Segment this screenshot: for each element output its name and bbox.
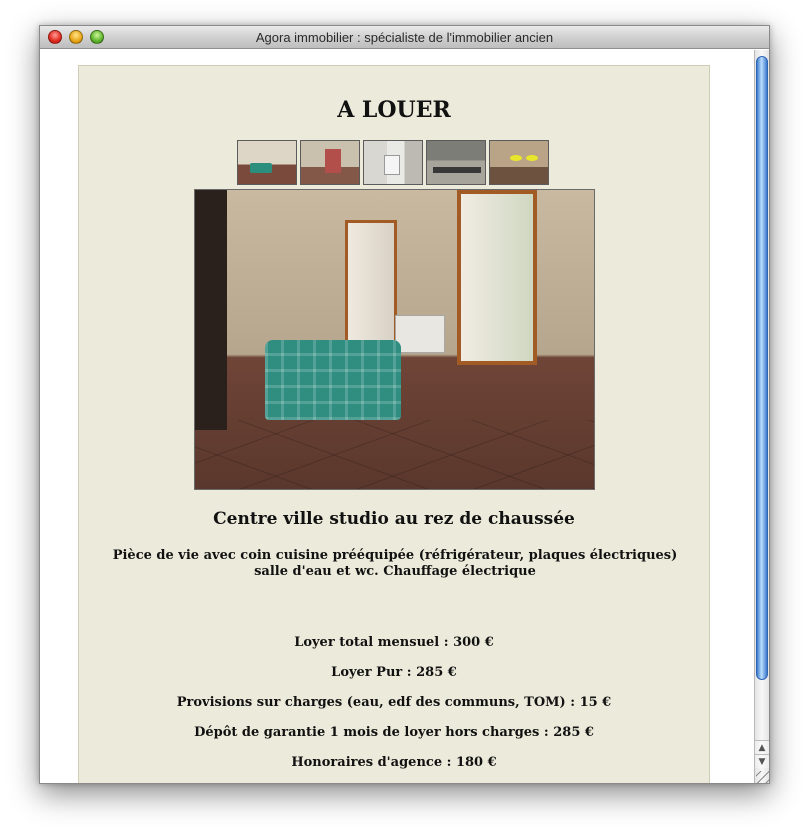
thumbnail-bar-stools[interactable]: [489, 140, 549, 185]
browser-window: [39, 25, 770, 784]
photo-window-right: [457, 190, 537, 365]
window-title: Agora immobilier : spécialiste de l'immobilier ancien: [255, 30, 554, 45]
listing-subtitle: Centre ville studio au rez de chaussée: [213, 509, 575, 529]
photo-thumbnails: [237, 140, 551, 186]
photo-floor: [195, 420, 594, 490]
listing-description: Pièce de vie avec coin cuisine prééquipée (réfrigérateur, plaques électriques) salle d'eau et wc. Chauffage électrique: [112, 548, 678, 579]
thumbnail-fireplace[interactable]: [300, 140, 360, 185]
photo-door: [195, 190, 227, 430]
listing-heading: A LOUER: [337, 97, 451, 123]
minimize-window-button[interactable]: [69, 30, 83, 44]
fact-charges: Provisions sur charges (eau, edf des communs, TOM) : 15 €: [176, 695, 612, 710]
listing-facts: [79, 635, 709, 784]
thumbnail-kitchen[interactable]: [426, 140, 486, 185]
fact-agency-fees: Honoraires d'agence : 180 €: [291, 755, 497, 770]
fact-deposit: Dépôt de garantie 1 mois de loyer hors charges : 285 €: [194, 725, 594, 740]
resize-grip-icon[interactable]: [756, 771, 769, 784]
close-window-button[interactable]: [48, 30, 62, 44]
zoom-window-button[interactable]: [90, 30, 104, 44]
fact-total-rent: Loyer total mensuel : 300 €: [294, 635, 494, 650]
title-bar[interactable]: [40, 26, 769, 49]
scroll-down-arrow-icon[interactable]: ▼: [755, 754, 769, 768]
photo-radiator: [395, 315, 445, 353]
scrollbar-thumb[interactable]: [756, 56, 768, 680]
listing-panel: [78, 65, 710, 784]
thumbnail-bathroom[interactable]: [363, 140, 423, 185]
fact-base-rent: Loyer Pur : 285 €: [331, 665, 457, 680]
scroll-up-arrow-icon[interactable]: ▲: [755, 740, 769, 754]
vertical-scrollbar[interactable]: [754, 50, 769, 784]
photo-sofa: [265, 340, 401, 420]
main-photo: [194, 189, 595, 490]
thumbnail-living-room[interactable]: [237, 140, 297, 185]
page-viewport: [40, 50, 754, 784]
